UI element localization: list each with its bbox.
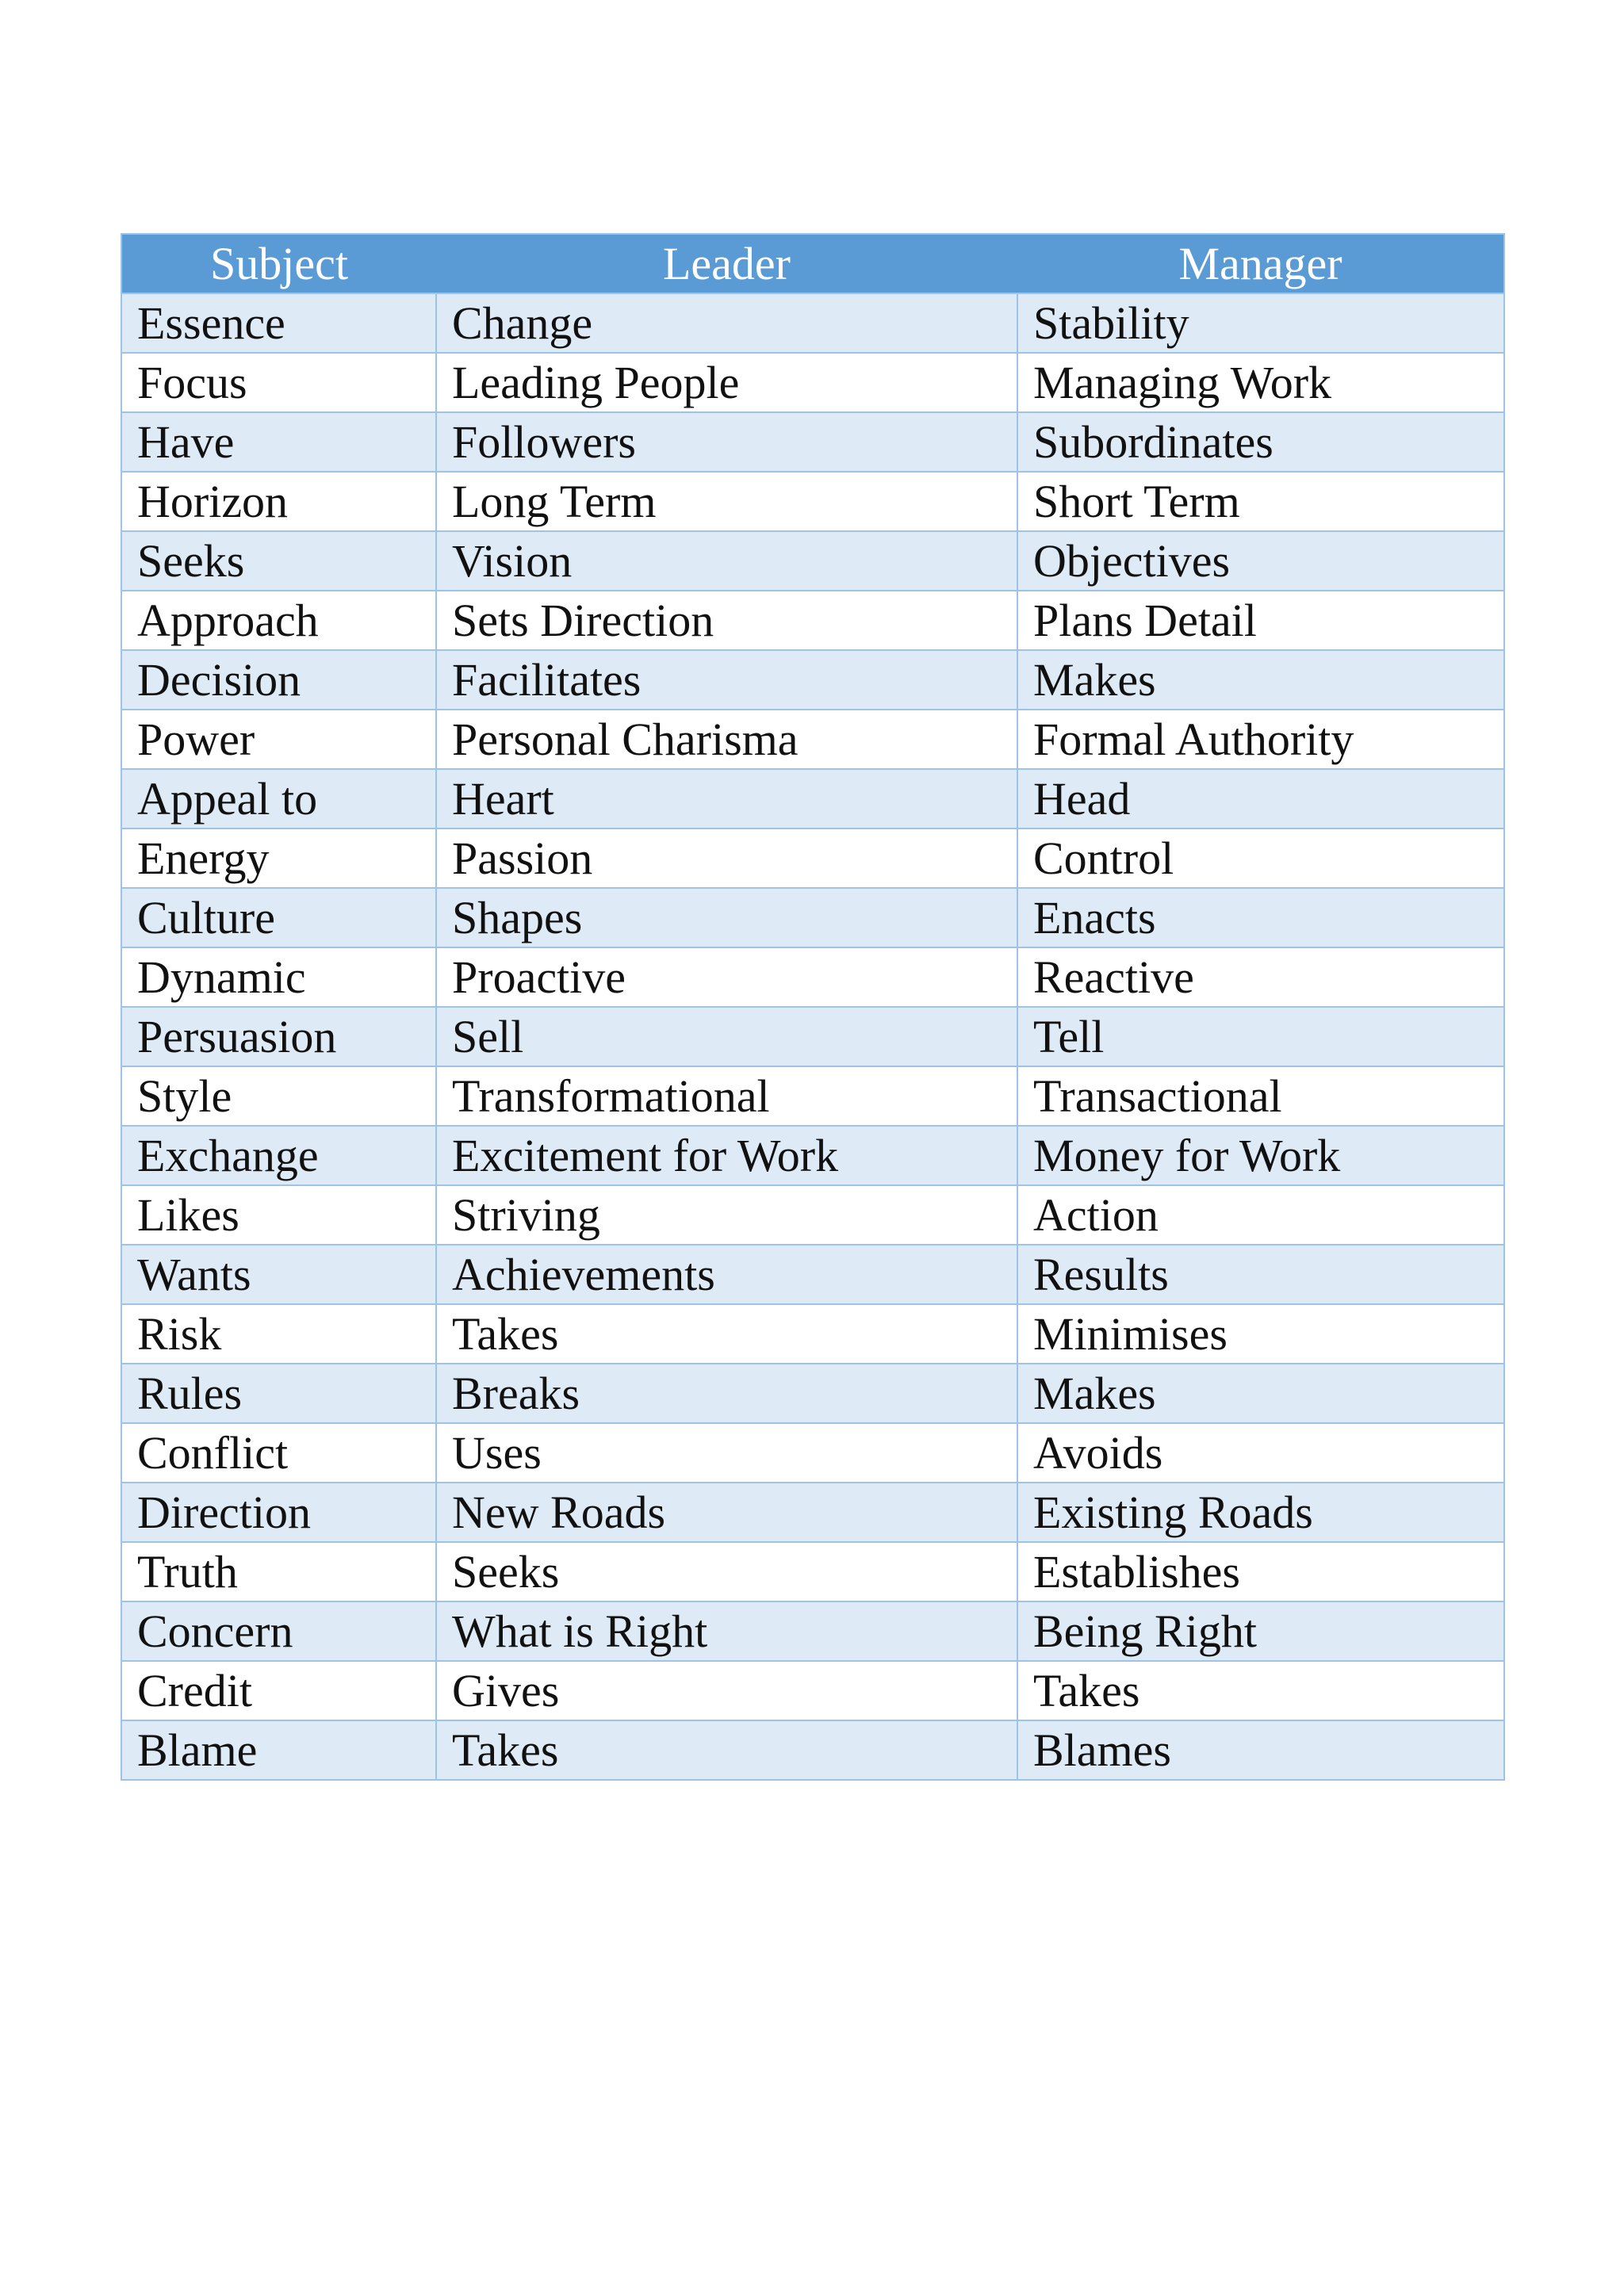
leader-cell: Transformational (436, 1066, 1017, 1126)
manager-cell: Short Term (1017, 472, 1504, 531)
manager-cell: Objectives (1017, 531, 1504, 591)
subject-cell: Concern (121, 1601, 436, 1661)
manager-cell: Blames (1017, 1720, 1504, 1780)
manager-cell: Reactive (1017, 947, 1504, 1007)
subject-cell: Risk (121, 1304, 436, 1364)
table-row (121, 472, 1504, 531)
manager-cell: Managing Work (1017, 353, 1504, 412)
manager-cell: Control (1017, 828, 1504, 888)
table-row (121, 531, 1504, 591)
table-row (121, 293, 1504, 353)
leader-cell: Sell (436, 1007, 1017, 1066)
subject-cell: Rules (121, 1364, 436, 1423)
leader-cell: Sets Direction (436, 591, 1017, 650)
subject-cell: Culture (121, 888, 436, 947)
leader-cell: Proactive (436, 947, 1017, 1007)
table-row (121, 888, 1504, 947)
leader-cell: Breaks (436, 1364, 1017, 1423)
manager-cell: Results (1017, 1245, 1504, 1304)
subject-cell: Style (121, 1066, 436, 1126)
subject-cell: Blame (121, 1720, 436, 1780)
manager-cell: Makes (1017, 650, 1504, 710)
subject-cell: Have (121, 412, 436, 472)
manager-cell: Minimises (1017, 1304, 1504, 1364)
table-row (121, 1601, 1504, 1661)
manager-cell: Existing Roads (1017, 1483, 1504, 1542)
table-row (121, 1720, 1504, 1780)
subject-cell: Direction (121, 1483, 436, 1542)
table-row (121, 947, 1504, 1007)
table-row (121, 353, 1504, 412)
table-row (121, 1007, 1504, 1066)
subject-cell: Focus (121, 353, 436, 412)
table-row (121, 1245, 1504, 1304)
leader-cell: Leading People (436, 353, 1017, 412)
manager-cell: Makes (1017, 1364, 1504, 1423)
leader-cell: Followers (436, 412, 1017, 472)
manager-cell: Head (1017, 769, 1504, 828)
leader-cell: Takes (436, 1720, 1017, 1780)
leader-cell: Excitement for Work (436, 1126, 1017, 1185)
table-row (121, 1304, 1504, 1364)
manager-cell: Subordinates (1017, 412, 1504, 472)
table-row (121, 650, 1504, 710)
leader-cell: Personal Charisma (436, 710, 1017, 769)
table-body (121, 293, 1504, 1780)
manager-cell: Takes (1017, 1661, 1504, 1720)
leader-cell: Facilitates (436, 650, 1017, 710)
table-row (121, 828, 1504, 888)
subject-cell: Conflict (121, 1423, 436, 1483)
table-row (121, 1423, 1504, 1483)
table-row (121, 412, 1504, 472)
header-leader: Leader (436, 234, 1017, 293)
manager-cell: Being Right (1017, 1601, 1504, 1661)
manager-cell: Transactional (1017, 1066, 1504, 1126)
manager-cell: Plans Detail (1017, 591, 1504, 650)
leader-cell: What is Right (436, 1601, 1017, 1661)
subject-cell: Essence (121, 293, 436, 353)
table-row (121, 1661, 1504, 1720)
subject-cell: Decision (121, 650, 436, 710)
leader-cell: Uses (436, 1423, 1017, 1483)
table-row (121, 1066, 1504, 1126)
leader-cell: Takes (436, 1304, 1017, 1364)
table-row (121, 1542, 1504, 1601)
subject-cell: Credit (121, 1661, 436, 1720)
leader-cell: Shapes (436, 888, 1017, 947)
subject-cell: Wants (121, 1245, 436, 1304)
table-row (121, 591, 1504, 650)
leader-cell: Heart (436, 769, 1017, 828)
manager-cell: Money for Work (1017, 1126, 1504, 1185)
subject-cell: Exchange (121, 1126, 436, 1185)
leader-cell: Striving (436, 1185, 1017, 1245)
leader-cell: Gives (436, 1661, 1017, 1720)
leader-cell: Passion (436, 828, 1017, 888)
subject-cell: Dynamic (121, 947, 436, 1007)
manager-cell: Tell (1017, 1007, 1504, 1066)
subject-cell: Energy (121, 828, 436, 888)
table-row (121, 710, 1504, 769)
manager-cell: Enacts (1017, 888, 1504, 947)
manager-cell: Formal Authority (1017, 710, 1504, 769)
leader-cell: New Roads (436, 1483, 1017, 1542)
leader-cell: Vision (436, 531, 1017, 591)
table-row (121, 1185, 1504, 1245)
manager-cell: Avoids (1017, 1423, 1504, 1483)
leader-cell: Change (436, 293, 1017, 353)
table-row (121, 1126, 1504, 1185)
header-subject: Subject (121, 234, 436, 293)
header-manager: Manager (1017, 234, 1504, 293)
leader-cell: Achievements (436, 1245, 1017, 1304)
table-row (121, 769, 1504, 828)
leader-cell: Long Term (436, 472, 1017, 531)
leader-vs-manager-table (121, 233, 1505, 1781)
table-header-row (121, 234, 1504, 293)
subject-cell: Appeal to (121, 769, 436, 828)
manager-cell: Establishes (1017, 1542, 1504, 1601)
subject-cell: Seeks (121, 531, 436, 591)
table-row (121, 1364, 1504, 1423)
subject-cell: Truth (121, 1542, 436, 1601)
subject-cell: Power (121, 710, 436, 769)
manager-cell: Stability (1017, 293, 1504, 353)
subject-cell: Likes (121, 1185, 436, 1245)
subject-cell: Persuasion (121, 1007, 436, 1066)
leader-cell: Seeks (436, 1542, 1017, 1601)
table-row (121, 1483, 1504, 1542)
manager-cell: Action (1017, 1185, 1504, 1245)
subject-cell: Approach (121, 591, 436, 650)
subject-cell: Horizon (121, 472, 436, 531)
